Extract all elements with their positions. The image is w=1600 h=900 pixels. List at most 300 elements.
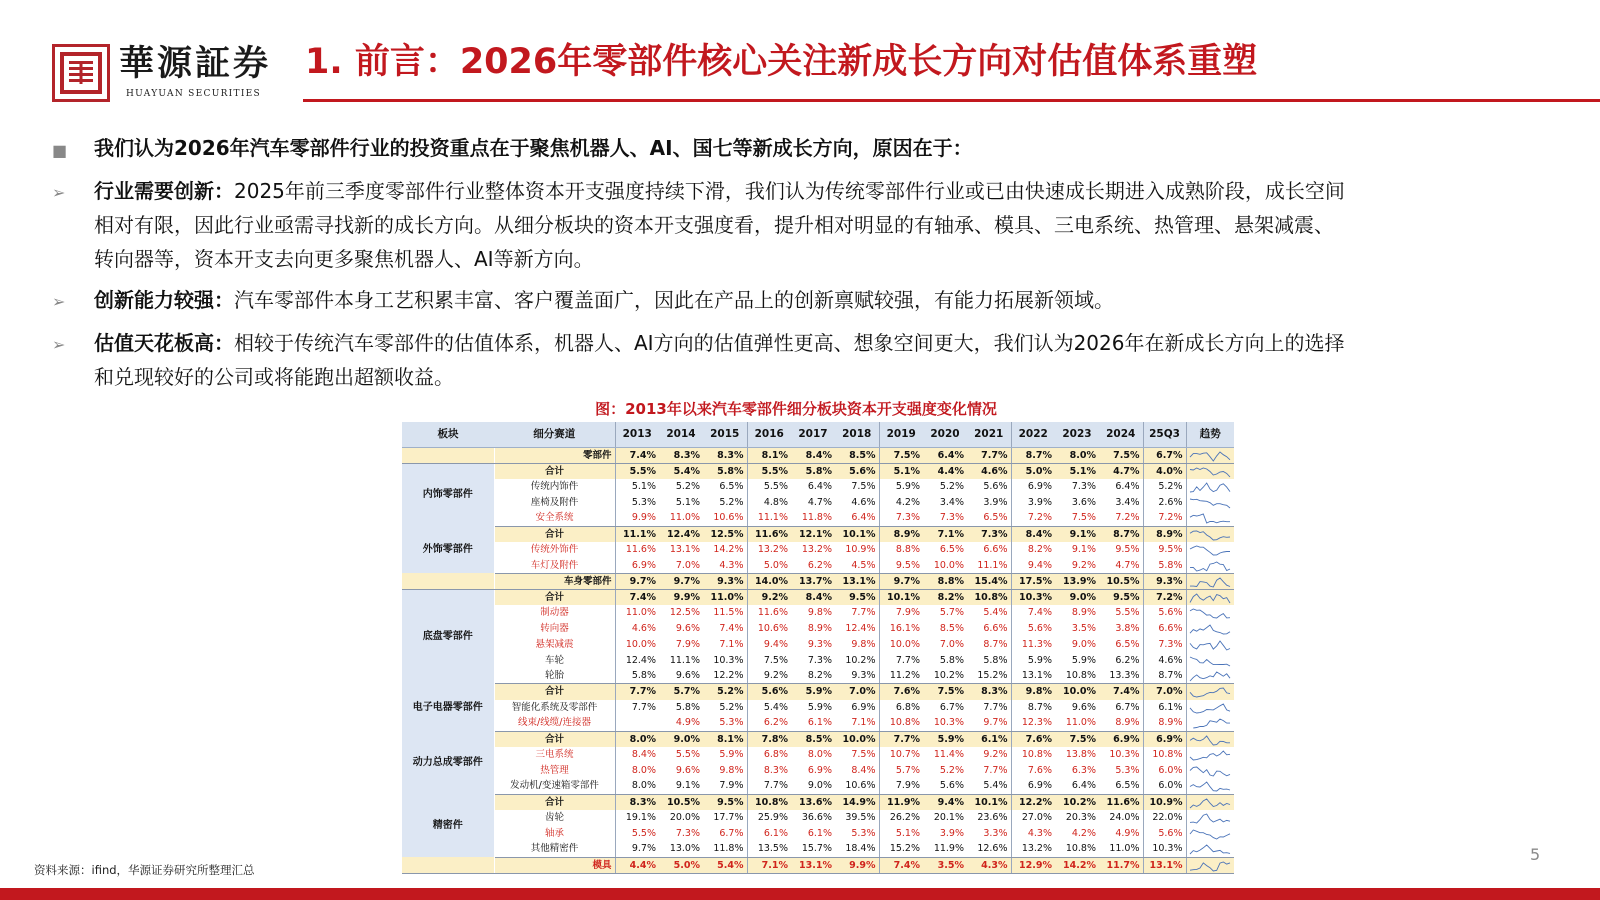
point-label: 行业需要创新： (94, 179, 234, 203)
trend-line (1190, 751, 1230, 760)
page-number: 5 (1530, 845, 1541, 864)
value-cell: 4.2% (1071, 827, 1096, 839)
sector-cell: 电子电器零部件 (402, 684, 494, 731)
value-cell: 7.3% (675, 827, 700, 839)
value-cell: 20.0% (669, 812, 700, 824)
value-cell: 3.6% (1071, 496, 1096, 508)
value-cell: 8.3% (747, 763, 791, 779)
value-cell: 6.4% (1055, 778, 1099, 794)
value-cell: 6.9% (851, 701, 876, 713)
value-cell: 17.5% (1011, 573, 1055, 589)
table-row (402, 605, 1234, 621)
value-cell: 5.6% (1143, 605, 1186, 621)
value-cell: 11.8% (703, 841, 747, 857)
sector-cell (402, 857, 494, 873)
value-cell: 8.2% (791, 668, 835, 684)
value-cell: 8.0% (615, 763, 659, 779)
value-cell: 6.8% (879, 700, 923, 716)
value-cell: 8.3% (615, 794, 659, 810)
value-cell: 14.2% (713, 544, 744, 556)
value-cell: 4.3% (703, 558, 747, 574)
value-cell: 9.0% (791, 778, 835, 794)
value-cell: 7.4% (879, 857, 923, 873)
trend-sparkline (1186, 495, 1234, 511)
value-cell: 5.1% (675, 496, 700, 508)
value-cell: 5.8% (939, 654, 964, 666)
value-cell: 8.0% (615, 778, 659, 794)
value-cell: 9.5% (1099, 589, 1143, 605)
value-cell: 10.5% (1099, 573, 1143, 589)
value-cell: 7.1% (747, 857, 791, 873)
value-cell: 9.7% (879, 573, 923, 589)
value-cell: 7.2% (1011, 510, 1055, 526)
value-cell: 5.8% (675, 701, 700, 713)
value-cell: 9.2% (747, 668, 791, 684)
value-cell: 5.4% (659, 463, 703, 479)
trend-line (1190, 483, 1230, 492)
source-note: 资料来源：ifind，华源证券研究所整理汇总 (34, 863, 255, 877)
trend-sparkline (1186, 747, 1234, 763)
value-cell: 5.5% (615, 826, 659, 842)
trend-line (1190, 830, 1230, 839)
trend-sparkline (1186, 715, 1234, 731)
trend-sparkline (1186, 479, 1234, 495)
arrow-bullet-icon: ➢ (52, 183, 66, 202)
value-cell: 14.9% (835, 794, 879, 810)
value-cell: 15.2% (967, 668, 1011, 684)
table-row (402, 684, 1234, 700)
trend-sparkline (1186, 684, 1234, 700)
value-cell: 5.5% (615, 463, 659, 479)
trend-sparkline (1186, 526, 1234, 542)
value-cell: 3.5% (1071, 623, 1096, 635)
value-cell: 9.6% (675, 623, 700, 635)
trend-line (1190, 594, 1230, 603)
value-cell: 6.1% (1143, 700, 1186, 716)
trend-sparkline-svg (1189, 687, 1231, 698)
trend-sparkline-svg (1189, 844, 1231, 855)
value-cell: 5.7% (659, 684, 703, 700)
value-cell: 11.0% (615, 605, 659, 621)
value-cell: 10.9% (1143, 794, 1186, 810)
value-cell: 6.1% (791, 715, 835, 731)
value-cell: 12.9% (1011, 857, 1055, 873)
value-cell: 11.0% (1055, 715, 1099, 731)
value-cell: 7.3% (1143, 637, 1186, 653)
trend-sparkline-svg (1189, 561, 1231, 572)
column-header: 2016 (747, 422, 791, 447)
value-cell: 4.7% (807, 496, 832, 508)
value-cell: 7.3% (1071, 481, 1096, 493)
value-cell: 11.2% (879, 668, 923, 684)
value-cell: 10.8% (1055, 841, 1099, 857)
trend-line (1190, 688, 1230, 697)
value-cell: 5.5% (747, 479, 791, 495)
value-cell: 11.1% (615, 526, 659, 542)
value-cell: 4.9% (659, 715, 703, 731)
value-cell: 7.9% (675, 638, 700, 650)
value-cell: 4.7% (1099, 558, 1143, 574)
point-innovation-ability (94, 283, 1554, 317)
value-cell: 9.3% (807, 638, 832, 650)
value-cell: 11.9% (923, 841, 967, 857)
sector-cell: 精密件 (402, 794, 494, 857)
value-cell: 6.9% (1011, 479, 1055, 495)
value-cell: 9.3% (703, 573, 747, 589)
trend-sparkline (1186, 573, 1234, 589)
value-cell: 3.9% (983, 496, 1008, 508)
trend-sparkline (1186, 463, 1234, 479)
value-cell: 6.4% (835, 510, 879, 526)
sector-cell (402, 573, 494, 589)
trend-line (1190, 468, 1230, 477)
subsector-cell: 轴承 (544, 827, 564, 839)
value-cell: 5.6% (747, 684, 791, 700)
page-title: 1. 前言：2026年零部件核心关注新成长方向对估值体系重塑 (305, 42, 1258, 82)
value-cell: 16.1% (879, 621, 923, 637)
value-cell: 10.2% (923, 668, 967, 684)
arrow-bullet-icon: ➢ (52, 292, 66, 311)
value-cell: 5.5% (1115, 607, 1140, 619)
value-cell: 6.3% (1071, 764, 1096, 776)
point-line: 汽车零部件本身工艺积累丰富、客户覆盖面广，因此在产品上的创新禀赋较强，有能力拓展新领域。 (234, 288, 1114, 312)
value-cell: 6.2% (791, 558, 835, 574)
value-cell: 13.2% (747, 542, 791, 558)
value-cell: 7.5% (1055, 731, 1099, 747)
value-cell: 10.5% (659, 794, 703, 810)
table-row (402, 731, 1234, 747)
value-cell: 7.7% (851, 607, 876, 619)
trend-line (1190, 452, 1230, 461)
value-cell: 12.5% (703, 526, 747, 542)
value-cell: 5.3% (851, 827, 876, 839)
value-cell: 7.1% (923, 526, 967, 542)
value-cell: 27.0% (1011, 810, 1055, 826)
value-cell: 9.9% (835, 857, 879, 873)
value-cell: 4.5% (835, 558, 879, 574)
value-cell: 8.3% (967, 684, 1011, 700)
value-cell: 4.0% (1143, 463, 1186, 479)
trend-sparkline (1186, 558, 1234, 574)
value-cell: 7.3% (967, 526, 1011, 542)
column-header: 2019 (879, 422, 923, 447)
value-cell: 4.9% (1115, 827, 1140, 839)
value-cell: 9.7% (967, 715, 1011, 731)
bottom-bar (0, 888, 1600, 900)
trend-sparkline-svg (1189, 861, 1231, 872)
trend-sparkline (1186, 510, 1234, 526)
value-cell: 13.2% (1011, 841, 1055, 857)
value-cell: 7.4% (719, 623, 744, 635)
trend-sparkline (1186, 637, 1234, 653)
value-cell: 3.8% (1115, 623, 1140, 635)
value-cell: 5.8% (703, 463, 747, 479)
value-cell: 7.5% (1099, 447, 1143, 463)
value-cell: 8.5% (835, 447, 879, 463)
sector-cell: 外饰零部件 (402, 526, 494, 573)
value-cell: 4.3% (967, 857, 1011, 873)
trend-sparkline (1186, 841, 1234, 857)
trend-sparkline-svg (1189, 671, 1231, 682)
column-header: 细分赛道 (494, 422, 615, 447)
value-cell: 8.8% (923, 573, 967, 589)
value-cell: 9.1% (659, 778, 703, 794)
value-cell: 10.3% (1109, 749, 1140, 761)
trend-sparkline (1186, 857, 1234, 873)
value-cell: 8.7% (1099, 526, 1143, 542)
value-cell: 7.9% (879, 778, 923, 794)
trend-sparkline-svg (1189, 766, 1231, 777)
value-cell: 7.4% (615, 589, 659, 605)
value-cell: 12.2% (703, 668, 747, 684)
value-cell: 5.6% (835, 463, 879, 479)
trend-sparkline (1186, 826, 1234, 842)
value-cell: 10.1% (835, 526, 879, 542)
value-cell: 5.2% (675, 481, 700, 493)
value-cell: 7.7% (879, 652, 923, 668)
value-cell: 6.6% (983, 544, 1008, 556)
trend-line (1190, 799, 1230, 808)
trend-sparkline-svg (1189, 513, 1231, 524)
value-cell: 13.1% (1143, 857, 1186, 873)
value-cell: 9.3% (835, 668, 879, 684)
value-cell: 24.0% (1109, 812, 1140, 824)
value-cell: 7.6% (1011, 763, 1055, 779)
value-cell: 8.0% (615, 731, 659, 747)
value-cell: 8.9% (807, 623, 832, 635)
subsector-cell: 安全系统 (494, 510, 615, 526)
subsector-cell: 其他精密件 (494, 841, 615, 857)
subsector-cell: 合计 (494, 589, 615, 605)
value-cell: 11.6% (747, 605, 791, 621)
point-line: 相对有限，因此行业亟需寻找新的成长方向。从细分板块的资本开支强度看，提升相对明显的有轴承、模具、三电系统、热管理、悬架减震、 (94, 213, 1334, 237)
table-row (402, 715, 1234, 731)
value-cell: 10.7% (879, 747, 923, 763)
value-cell: 11.1% (669, 654, 700, 666)
value-cell: 5.3% (1115, 764, 1140, 776)
value-cell: 5.2% (939, 764, 964, 776)
value-cell: 6.5% (967, 510, 1011, 526)
trend-line (1190, 562, 1230, 571)
trend-sparkline (1186, 652, 1234, 668)
value-cell: 11.6% (1099, 794, 1143, 810)
trend-sparkline (1186, 778, 1234, 794)
value-cell: 8.7% (1011, 447, 1055, 463)
value-cell: 6.9% (615, 558, 659, 574)
value-cell: 7.2% (1143, 589, 1186, 605)
table-row (402, 778, 1234, 794)
value-cell: 5.2% (703, 684, 747, 700)
trend-sparkline-svg (1189, 624, 1231, 635)
value-cell: 7.4% (1099, 684, 1143, 700)
column-header: 趋势 (1186, 422, 1234, 447)
value-cell: 7.2% (1099, 510, 1143, 526)
value-cell: 8.4% (851, 764, 876, 776)
value-cell: 10.3% (923, 715, 967, 731)
value-cell: 5.1% (615, 479, 659, 495)
trend-sparkline (1186, 794, 1234, 810)
table-row (402, 558, 1234, 574)
table-row (402, 573, 1234, 589)
subsector-cell: 传统内饰件 (530, 481, 579, 493)
value-cell: 7.9% (879, 605, 923, 621)
value-cell: 10.6% (747, 621, 791, 637)
title-rule (303, 99, 1600, 102)
value-cell (615, 715, 659, 731)
value-cell: 36.6% (801, 812, 832, 824)
subsector-cell: 悬架减震 (535, 638, 574, 650)
value-cell: 3.3% (983, 827, 1008, 839)
value-cell: 7.4% (1011, 605, 1055, 621)
value-cell: 5.6% (923, 778, 967, 794)
value-cell: 6.6% (983, 623, 1008, 635)
intro-text: 我们认为2026年汽车零部件行业的投资重点在于聚焦机器人、AI、国七等新成长方向，原因在于： (94, 136, 973, 160)
value-cell: 12.4% (615, 652, 659, 668)
value-cell: 6.1% (747, 826, 791, 842)
trend-line (1190, 609, 1230, 618)
value-cell: 13.1% (669, 544, 700, 556)
sector-cell: 内饰零部件 (402, 463, 494, 526)
value-cell: 9.5% (1143, 542, 1186, 558)
value-cell: 6.4% (807, 481, 832, 493)
value-cell: 7.3% (879, 510, 923, 526)
value-cell: 23.6% (977, 812, 1008, 824)
table-row (402, 526, 1234, 542)
value-cell: 9.5% (1115, 544, 1140, 556)
value-cell: 10.8% (1143, 747, 1186, 763)
value-cell: 6.0% (1143, 778, 1186, 794)
value-cell: 8.1% (703, 731, 747, 747)
value-cell: 11.5% (713, 607, 744, 619)
value-cell: 4.4% (615, 857, 659, 873)
value-cell: 10.8% (1011, 747, 1055, 763)
subsector-cell: 轮胎 (494, 668, 615, 684)
value-cell: 22.0% (1143, 810, 1186, 826)
table-row (402, 826, 1234, 842)
value-cell: 10.3% (713, 654, 744, 666)
value-cell: 12.6% (967, 841, 1011, 857)
arrow-bullet-icon: ➢ (52, 335, 66, 354)
value-cell: 11.6% (615, 542, 659, 558)
value-cell: 7.8% (747, 731, 791, 747)
trend-sparkline (1186, 668, 1234, 684)
value-cell: 9.2% (747, 589, 791, 605)
trend-sparkline-svg (1189, 735, 1231, 746)
subsector-cell: 转向器 (540, 623, 569, 635)
value-cell: 4.6% (967, 463, 1011, 479)
table-header-row (402, 422, 1234, 447)
value-cell: 8.5% (791, 731, 835, 747)
value-cell: 9.3% (1143, 573, 1186, 589)
value-cell: 10.2% (845, 654, 876, 666)
point-line: 2025年前三季度零部件行业整体资本开支强度持续下滑，我们认为传统零部件行业或已由快速成长期进入成熟阶段，成长空间 (234, 179, 1345, 203)
value-cell: 5.1% (1055, 463, 1099, 479)
value-cell: 13.5% (747, 841, 791, 857)
value-cell: 7.7% (747, 778, 791, 794)
value-cell: 5.5% (747, 463, 791, 479)
subsector-cell: 热管理 (540, 764, 569, 776)
value-cell: 8.7% (1143, 668, 1186, 684)
trend-sparkline-svg (1189, 577, 1231, 588)
value-cell: 12.2% (1011, 794, 1055, 810)
value-cell: 9.5% (879, 558, 923, 574)
subsector-cell: 车身零部件 (494, 573, 615, 589)
value-cell: 13.2% (801, 544, 832, 556)
trend-line (1190, 767, 1230, 776)
subsector-cell: 座椅及附件 (530, 496, 579, 508)
value-cell: 5.7% (879, 763, 923, 779)
value-cell: 8.4% (615, 747, 659, 763)
subsector-cell: 制动器 (540, 607, 569, 619)
value-cell: 5.0% (659, 857, 703, 873)
value-cell: 9.2% (983, 749, 1008, 761)
value-cell: 4.6% (851, 496, 876, 508)
trend-line (1190, 531, 1230, 540)
trend-sparkline-svg (1189, 718, 1231, 729)
value-cell: 10.1% (879, 589, 923, 605)
value-cell: 20.3% (1065, 812, 1096, 824)
value-cell: 8.4% (791, 447, 835, 463)
trend-sparkline (1186, 542, 1234, 558)
value-cell: 3.4% (1115, 496, 1140, 508)
subsector-cell: 智能化系统及零部件 (511, 701, 598, 713)
value-cell: 11.8% (791, 510, 835, 526)
value-cell: 6.7% (939, 701, 964, 713)
trend-sparkline-svg (1189, 498, 1231, 509)
value-cell: 13.1% (835, 573, 879, 589)
value-cell: 11.1% (747, 510, 791, 526)
subsector-cell: 模具 (494, 857, 615, 873)
column-header: 2023 (1055, 422, 1099, 447)
value-cell: 7.4% (615, 447, 659, 463)
column-header: 2017 (791, 422, 835, 447)
value-cell: 12.3% (1011, 715, 1055, 731)
value-cell: 7.5% (879, 447, 923, 463)
value-cell: 25.9% (747, 810, 791, 826)
trend-sparkline-svg (1189, 798, 1231, 809)
value-cell: 8.0% (1055, 447, 1099, 463)
value-cell: 6.1% (967, 731, 1011, 747)
value-cell: 5.2% (939, 481, 964, 493)
value-cell: 13.9% (1055, 573, 1099, 589)
value-cell: 2.6% (1143, 495, 1186, 511)
trend-sparkline-svg (1189, 640, 1231, 651)
value-cell: 9.8% (851, 638, 876, 650)
value-cell: 5.2% (719, 496, 744, 508)
trend-line (1190, 578, 1230, 587)
value-cell: 13.6% (791, 794, 835, 810)
value-cell: 9.7% (615, 841, 659, 857)
column-header: 2021 (967, 422, 1011, 447)
value-cell: 8.9% (879, 526, 923, 542)
value-cell: 3.9% (1011, 495, 1055, 511)
table-row (402, 495, 1234, 511)
value-cell: 11.9% (879, 794, 923, 810)
value-cell: 5.6% (1011, 621, 1055, 637)
trend-line (1190, 782, 1230, 791)
point-line: 相较于传统汽车零部件的估值体系，机器人、AI方向的估值弹性更高、想象空间更大，我们认为2026年在新成长方向上的选择 (234, 331, 1345, 355)
value-cell: 7.5% (923, 684, 967, 700)
column-header: 2018 (835, 422, 879, 447)
value-cell: 8.2% (1011, 542, 1055, 558)
trend-line (1190, 641, 1230, 650)
value-cell: 6.6% (1143, 621, 1186, 637)
value-cell: 4.3% (1011, 826, 1055, 842)
value-cell: 7.7% (967, 447, 1011, 463)
value-cell: 9.4% (1011, 558, 1055, 574)
subsector-cell: 合计 (494, 526, 615, 542)
value-cell: 6.7% (1143, 447, 1186, 463)
